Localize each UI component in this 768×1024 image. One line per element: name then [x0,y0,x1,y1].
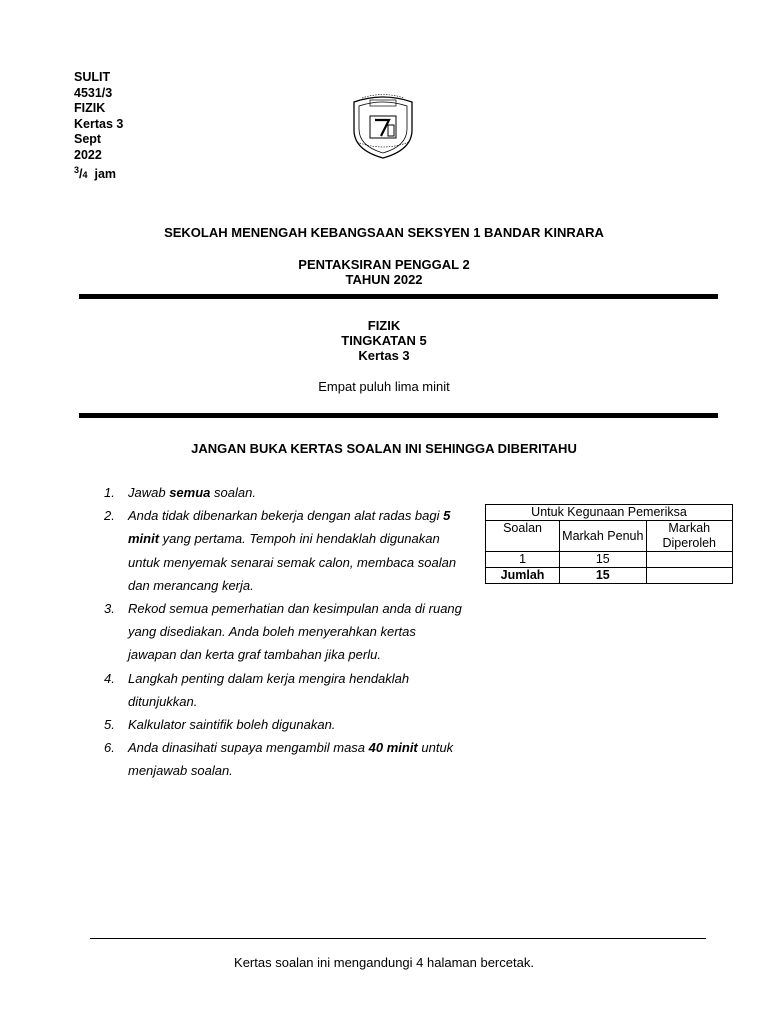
instruction-item [104,481,464,504]
instruction-text: Jawab [128,485,170,500]
instruction-item [104,504,464,597]
instruction-text: Rekod semua pemerhatian dan kesimpulan anda di ruang yang disediakan. Anda boleh menyerahkan kertas jawapan dan kerta graf tambahan jika perlu. [128,601,462,663]
instruction-text: soalan. [210,485,256,500]
instruction-text: untuk menjawab soalan. [128,740,454,779]
table-row [486,552,733,568]
instruction-emphasis: 5 minit [128,508,451,547]
instruction-item [104,597,464,667]
footer-divider [90,938,706,939]
paper-code: 4531/3 [74,85,113,100]
status-label: SULIT [74,70,111,84]
instruction-number: 6. [104,740,115,756]
divider-top [79,294,718,299]
instruction-item [104,713,464,736]
duration-numerator: 3 [74,165,80,175]
column-header-full-marks: Markah Penuh [560,521,646,552]
examiner-table-title: Untuk Kegunaan Pemeriksa [486,505,733,521]
duration-text: Empat puluh lima minit [318,379,450,394]
instruction-text: Anda tidak dibenarkan bekerja dengan alat radas bagi [128,508,444,524]
instruction-text: Kalkulator saintifik boleh digunakan. [128,717,336,733]
instruction-text: yang pertama. Tempoh ini hendaklah digunakan untuk menyemak senarai semak calon, membaca soalan dan merancang kerja. [128,531,457,593]
subject-title: FIZIK [367,318,401,333]
instruction-number: 5. [104,717,115,733]
paper-title: Kertas 3 [358,348,410,363]
instruction-text: Langkah penting dalam kerja mengira hendaklah ditunjukkan. [128,670,410,709]
form-title: TINGKATAN 5 [341,333,427,348]
instruction-number: 4. [104,670,115,686]
month-label: Sept [74,132,102,146]
examiner-table [485,504,733,584]
instructions-list [104,481,464,783]
marks-obtained-cell[interactable] [646,552,732,568]
instruction-item [104,667,464,713]
divider-middle [79,413,718,418]
column-header-question: Soalan [486,521,560,552]
footer-page-count: Kertas soalan ini mengandungi 4 halaman bercetak. [234,955,534,970]
instruction-number: 3. [104,601,115,617]
question-number-cell: 1 [486,552,560,568]
warning-text: JANGAN BUKA KERTAS SOALAN INI SEHINGGA DIBERITAHU [191,441,577,456]
total-row [486,568,733,584]
total-full-marks: 15 [560,568,646,584]
school-crest-icon [348,92,418,160]
school-name: SEKOLAH MENENGAH KEBANGSAAN SEKSYEN 1 BANDAR KINRARA [164,225,604,240]
instruction-emphasis: semua [169,485,211,500]
year-label: 2022 [74,147,102,162]
instruction-emphasis: 40 minit [368,740,418,756]
exam-code-block [74,70,123,184]
instruction-number: 1. [104,485,115,500]
duration-denominator: 4 [82,170,88,181]
instruction-number: 2. [104,508,115,524]
duration-unit: jam [94,167,117,182]
instruction-text: Anda dinasihati supaya mengambil masa [128,740,369,756]
duration-label: $^3$/4 jam [74,165,117,182]
total-marks-obtained[interactable] [646,568,732,584]
full-marks-cell: 15 [560,552,646,568]
assessment-title: PENTAKSIRAN PENGGAL 2 [298,257,470,272]
total-label: Jumlah [486,568,560,584]
column-header-marks-obtained: Markah Diperoleh [646,521,732,552]
paper-label: Kertas 3 [74,116,124,131]
instruction-item [104,736,464,782]
subject-code: FIZIK [74,101,106,115]
assessment-year: TAHUN 2022 [345,272,423,287]
